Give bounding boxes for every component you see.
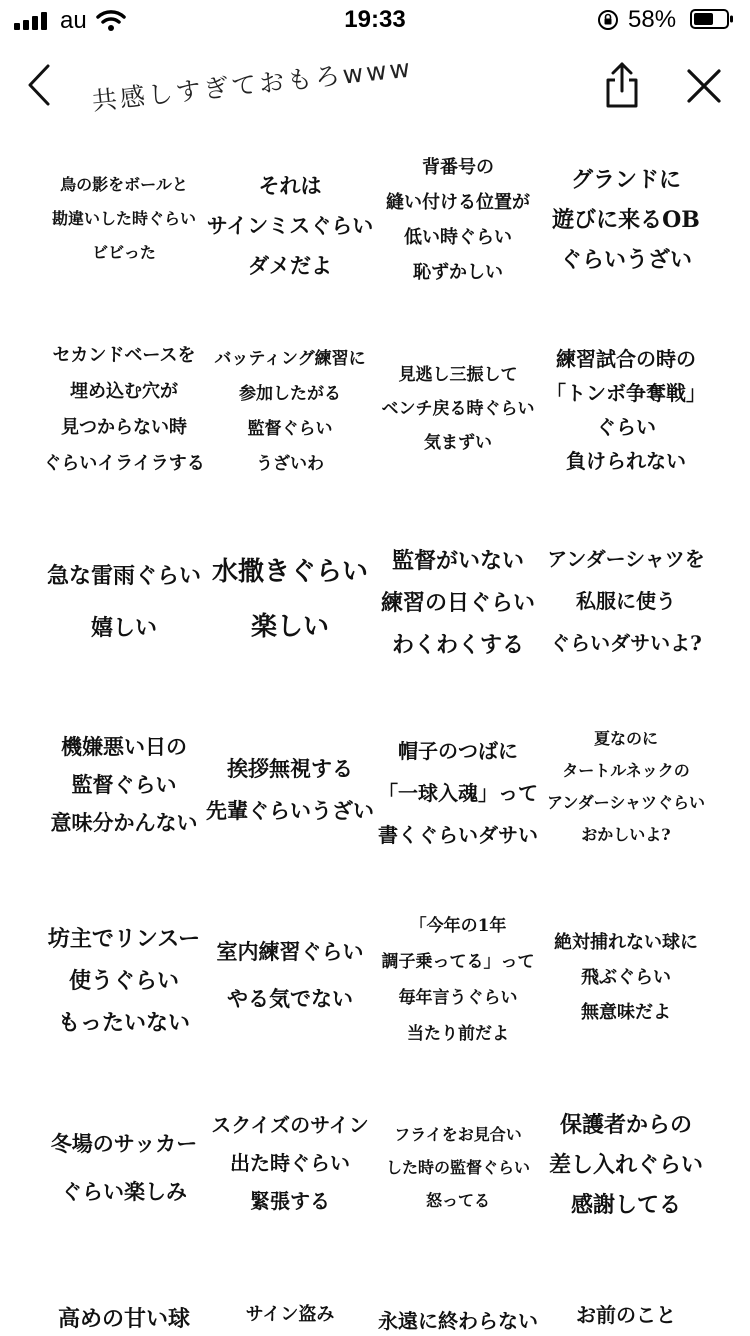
phrase-line: ぐらいダサいよ? — [550, 631, 702, 655]
phrase-line: 機嫌悪い日の — [61, 734, 187, 759]
phrase-card — [202, 545, 378, 655]
phrase-line: 夏なのに — [593, 729, 658, 748]
phrase-line: 永遠に終わらない — [378, 1309, 538, 1333]
clock: 19:33 — [344, 6, 406, 33]
phrase-line: わくわくする — [391, 632, 524, 658]
phrase-line: 遊びに来るOB — [552, 207, 700, 233]
phrase-line: 私服に使う — [576, 589, 676, 613]
phrase-card — [36, 1304, 212, 1334]
phrase-line: 怒ってる — [425, 1191, 490, 1210]
phrase-line: 練習試合の時の — [556, 347, 696, 371]
phrase-card — [538, 1300, 714, 1330]
phrase-card — [370, 1118, 546, 1217]
phrase-line: 背番号の — [422, 157, 494, 178]
phrase-line: スクイズのサイン — [211, 1113, 369, 1137]
phrase-card — [36, 550, 212, 654]
phrase-line: 見逃し三振して — [398, 365, 518, 385]
phrase-card — [538, 160, 714, 280]
phrase-card — [370, 358, 546, 460]
phrase-line: 「今年の1年 — [409, 916, 507, 936]
phrase-card — [202, 166, 378, 286]
phrase-line: ぐらい楽しみ — [61, 1179, 187, 1204]
phrase-card — [370, 150, 546, 290]
phrase-line: 見つからない時 — [61, 417, 187, 438]
phrase-line: ぐらいうざい — [559, 247, 692, 273]
phrase-line: 先輩ぐらいうざい — [206, 798, 374, 823]
phrase-card — [36, 168, 212, 270]
phrase-line: タートルネックの — [562, 761, 690, 780]
phrase-line: もったいない — [57, 1010, 190, 1036]
battery-percentage: 58% — [628, 6, 677, 33]
phrase-line: 急な雷雨ぐらい — [46, 563, 201, 589]
phrase-line: 毎年言うぐらい — [398, 988, 518, 1008]
phrase-card — [538, 723, 714, 851]
phrase-line: 縫い付ける位置が — [386, 192, 530, 213]
phrase-line: 使うぐらい — [68, 968, 179, 994]
phrase-card — [202, 342, 378, 482]
phrase-line: 冬場のサッカー — [50, 1131, 198, 1156]
phrase-card — [202, 1300, 378, 1330]
phrase-line: 無意味だよ — [581, 1002, 671, 1023]
phrase-line: 調子乗ってる」って — [381, 952, 535, 972]
phrase-card — [36, 338, 212, 482]
phrase-card — [36, 728, 212, 842]
phrase-line: セカンドベースを — [52, 345, 196, 366]
phrase-line: 鳥の影をボールと — [60, 175, 188, 194]
phrase-card — [370, 908, 546, 1052]
phrase-line: 「一球入魂」って — [378, 781, 538, 805]
phrase-line: 感謝してる — [570, 1192, 681, 1218]
phrase-line: ぐらいイライラする — [43, 453, 205, 474]
phrase-card — [538, 925, 714, 1030]
phrase-line: 差し入れぐらい — [548, 1152, 703, 1178]
phrase-card — [36, 918, 212, 1044]
phrase-line: 勘違いした時ぐらい — [51, 209, 196, 228]
phrase-line: バッティング練習に — [214, 349, 366, 369]
phrase-line: サインミスぐらい — [206, 213, 374, 238]
phrase-line: 緊張する — [250, 1189, 330, 1213]
phrase-line: 意味分かんない — [50, 810, 198, 835]
phrase-line: 挨拶無視する — [227, 756, 353, 781]
phrase-line: 気まずい — [424, 433, 492, 453]
phrase-line: 飛ぶぐらい — [581, 967, 671, 988]
phrase-line: した時の監督ぐらい — [385, 1158, 530, 1177]
phrase-line: 帽子のつばに — [398, 739, 518, 763]
phrase-line: 練習の日ぐらい — [380, 590, 535, 616]
phrase-card — [202, 1106, 378, 1220]
phrase-card — [538, 1105, 714, 1225]
carrier-label: au — [60, 7, 87, 34]
phrase-line: フライをお見合い — [394, 1125, 522, 1144]
phrase-line: ビビった — [92, 243, 156, 262]
phrase-card — [538, 342, 714, 478]
phrase-line: 当たり前だよ — [407, 1024, 509, 1044]
phrase-line: 絶対捕れない球に — [554, 932, 698, 953]
phrase-line: アンダーシャツぐらい — [546, 793, 706, 812]
phrase-line: 楽しい — [250, 612, 329, 642]
phrase-line: 室内練習ぐらい — [216, 939, 364, 964]
phrase-line: アンダーシャツを — [547, 547, 705, 571]
phrase-line: 「トンボ争奪戦」 — [546, 381, 706, 405]
phrase-line: グランドに — [570, 167, 681, 193]
phrase-line: 嬉しい — [90, 615, 157, 641]
handwritten-caption: 共感しすぎておもろwww — [90, 53, 415, 116]
phrase-line: ぐらい — [596, 415, 656, 439]
phrase-line: やる気でない — [227, 986, 353, 1011]
phrase-card — [370, 540, 546, 666]
phrase-line: 低い時ぐらい — [404, 227, 512, 248]
phrase-line: 恥ずかしい — [413, 262, 503, 283]
phrase-line: ベンチ戻る時ぐらい — [381, 399, 535, 419]
phrase-line: お前のこと — [576, 1303, 676, 1327]
phrase-line: 監督ぐらい — [71, 772, 177, 797]
phrase-line: 監督がいない — [391, 548, 524, 574]
phrase-line: おかしいよ? — [581, 825, 671, 844]
phrase-line: サイン盗み — [245, 1304, 335, 1325]
phrase-card — [538, 538, 714, 664]
phrase-line: ダメだよ — [248, 253, 332, 278]
phrase-line: 保護者からの — [559, 1112, 692, 1138]
phrase-card — [202, 928, 378, 1022]
phrase-line: 水撒きぐらい — [211, 557, 368, 587]
phrase-card — [202, 748, 378, 832]
phrase-line: うざいわ — [256, 454, 324, 474]
phrase-line: 高めの甘い球 — [57, 1306, 190, 1332]
phrase-card — [370, 730, 546, 856]
phrase-line: それは — [258, 173, 322, 198]
phrase-card — [370, 1306, 546, 1336]
phrase-line: 負けられない — [566, 449, 686, 473]
phrase-line: 出た時ぐらい — [230, 1151, 350, 1175]
phrase-line: 監督ぐらい — [247, 419, 333, 439]
phrase-line: 参加したがる — [239, 384, 341, 404]
phrase-line: 書くぐらいダサい — [378, 823, 538, 847]
phrase-line: 坊主でリンスー — [47, 926, 201, 952]
phrase-card — [36, 1120, 212, 1216]
phrase-line: 埋め込む穴が — [70, 381, 178, 402]
